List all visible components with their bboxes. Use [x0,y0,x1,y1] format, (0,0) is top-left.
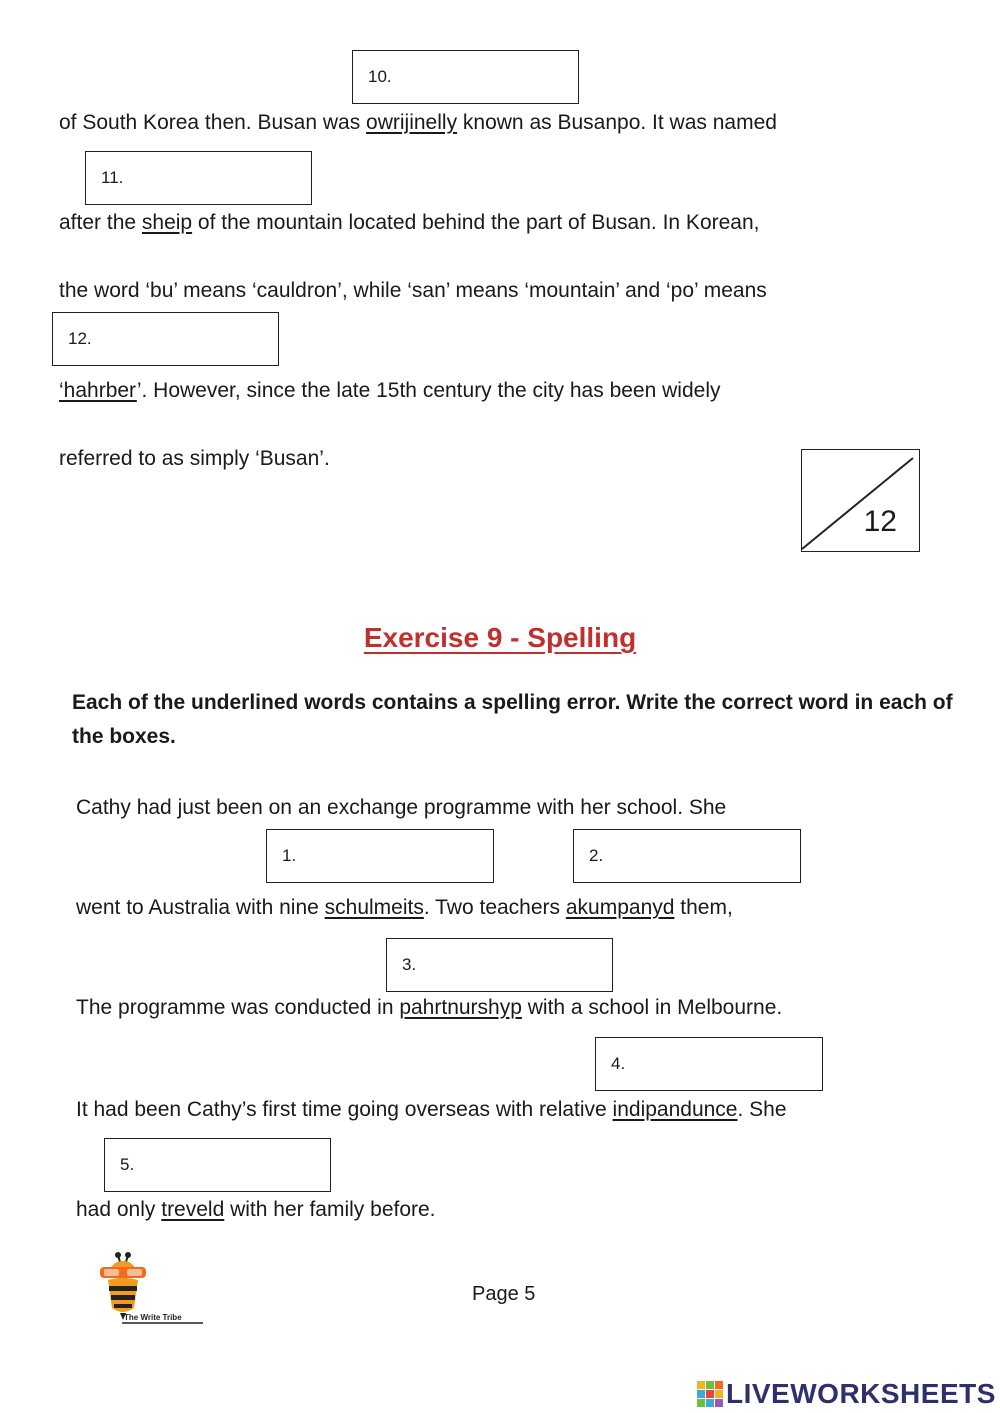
passage-line: The programme was conducted in pahrtnurshyp with a school in Melbourne. [76,996,783,1019]
passage-line: of South Korea then. Busan was owrijinelly known as Busanpo. It was named [59,111,777,134]
misspelled-word: ‘hahrber [59,379,137,402]
answer-box-11[interactable] [85,151,312,205]
passage-line: It had been Cathy’s first time going overseas with relative indipandunce. She [76,1098,787,1121]
passage-line: the word ‘bu’ means ‘cauldron’, while ‘san’ means ‘mountain’ and ‘po’ means [59,279,767,302]
passage-line: ‘hahrber’. However, since the late 15th century the city has been widely [59,379,721,402]
passage-line: after the sheip of the mountain located behind the part of Busan. In Korean, [59,211,760,234]
answer-box-12[interactable] [52,312,279,366]
exercise-title: Exercise 9 - Spelling [363,622,637,653]
passage-line: had only treveld with her family before. [76,1198,436,1221]
misspelled-word: owrijinelly [366,111,458,134]
answer-box-label: 12. [68,329,92,348]
answer-box-label: 10. [368,67,392,86]
answer-box-5[interactable] [104,1138,331,1192]
answer-box-label: 11. [101,168,124,187]
score-box [801,449,920,552]
answer-box-10[interactable] [352,50,579,104]
misspelled-word: indipandunce [612,1098,738,1121]
misspelled-word: sheip [141,211,193,234]
misspelled-word: pahrtnurshyp [399,996,522,1019]
liveworksheets-logo-icon [697,1381,723,1407]
exercise-instructions: Each of the underlined words contains a spelling error. Write the correct word in each of the boxes. [72,691,953,748]
logo-text: The Write Tribe [124,1313,182,1322]
bee-icon [96,1250,208,1326]
answer-box-4[interactable] [595,1037,823,1091]
liveworksheets-brand: LIVEWORKSHEETS [726,1378,996,1409]
write-tribe-logo [96,1250,208,1331]
answer-box-2[interactable] [573,829,801,883]
misspelled-word: akumpanyd [565,896,675,919]
misspelled-word: treveld [161,1198,225,1221]
answer-box-label: 3. [402,955,417,974]
answer-box-1[interactable] [266,829,494,883]
answer-box-label: 2. [589,846,604,865]
score-total: 12 [863,505,897,538]
liveworksheets-watermark[interactable] [697,1376,996,1412]
answer-box-3[interactable] [386,938,613,992]
answer-box-label: 5. [120,1155,135,1174]
score-slash-icon [802,450,918,550]
passage-line: went to Australia with nine schulmeits. Two teachers akumpanyd them, [76,896,733,919]
passage-line: Cathy had just been on an exchange programme with her school. She [76,796,727,819]
answer-box-label: 4. [611,1054,626,1073]
passage-line: referred to as simply ‘Busan’. [59,447,330,470]
misspelled-word: schulmeits [324,896,424,919]
answer-box-label: 1. [282,846,297,865]
page-number: Page 5 [472,1283,536,1305]
